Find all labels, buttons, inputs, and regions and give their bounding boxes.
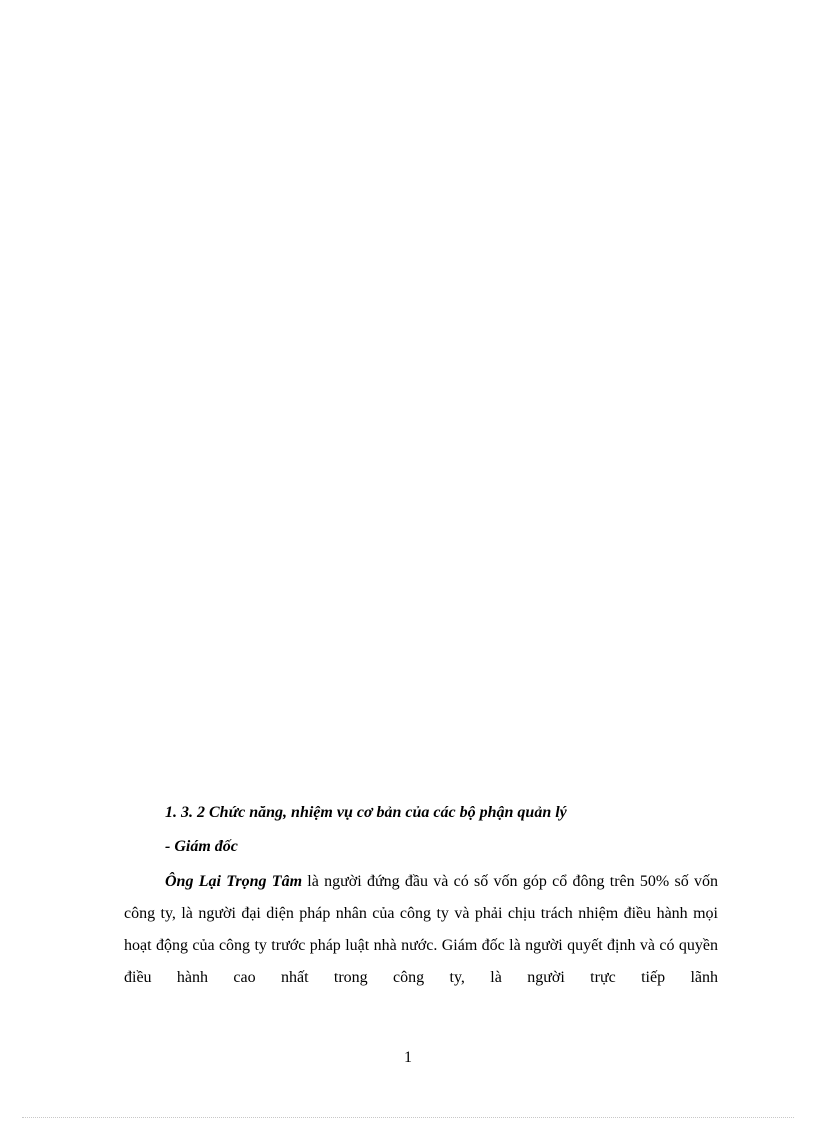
body-paragraph [124,866,718,994]
subheading-director: - Giám đốc [165,838,238,855]
paragraph-text: là người đứng đầu và có số vốn góp cổ đông trên 50% số vốn công ty, là người đại diện pháp nhân của công ty và phải chịu trách nhiệm điều hành mọi hoạt động của công ty trước pháp luật nhà nước. Giám đốc là người quyết định và có quyền điều hành cao nhất trong công ty, là người trực tiếp lãnh [124,873,719,986]
page-bottom-divider [22,1117,794,1118]
director-name: Ông Lại Trọng Tâm [165,873,303,890]
section-heading: 1. 3. 2 Chức năng, nhiệm vụ cơ bản của các bộ phận quản lý [165,804,567,821]
page-number: 1 [404,1049,412,1066]
document-body [124,798,718,994]
